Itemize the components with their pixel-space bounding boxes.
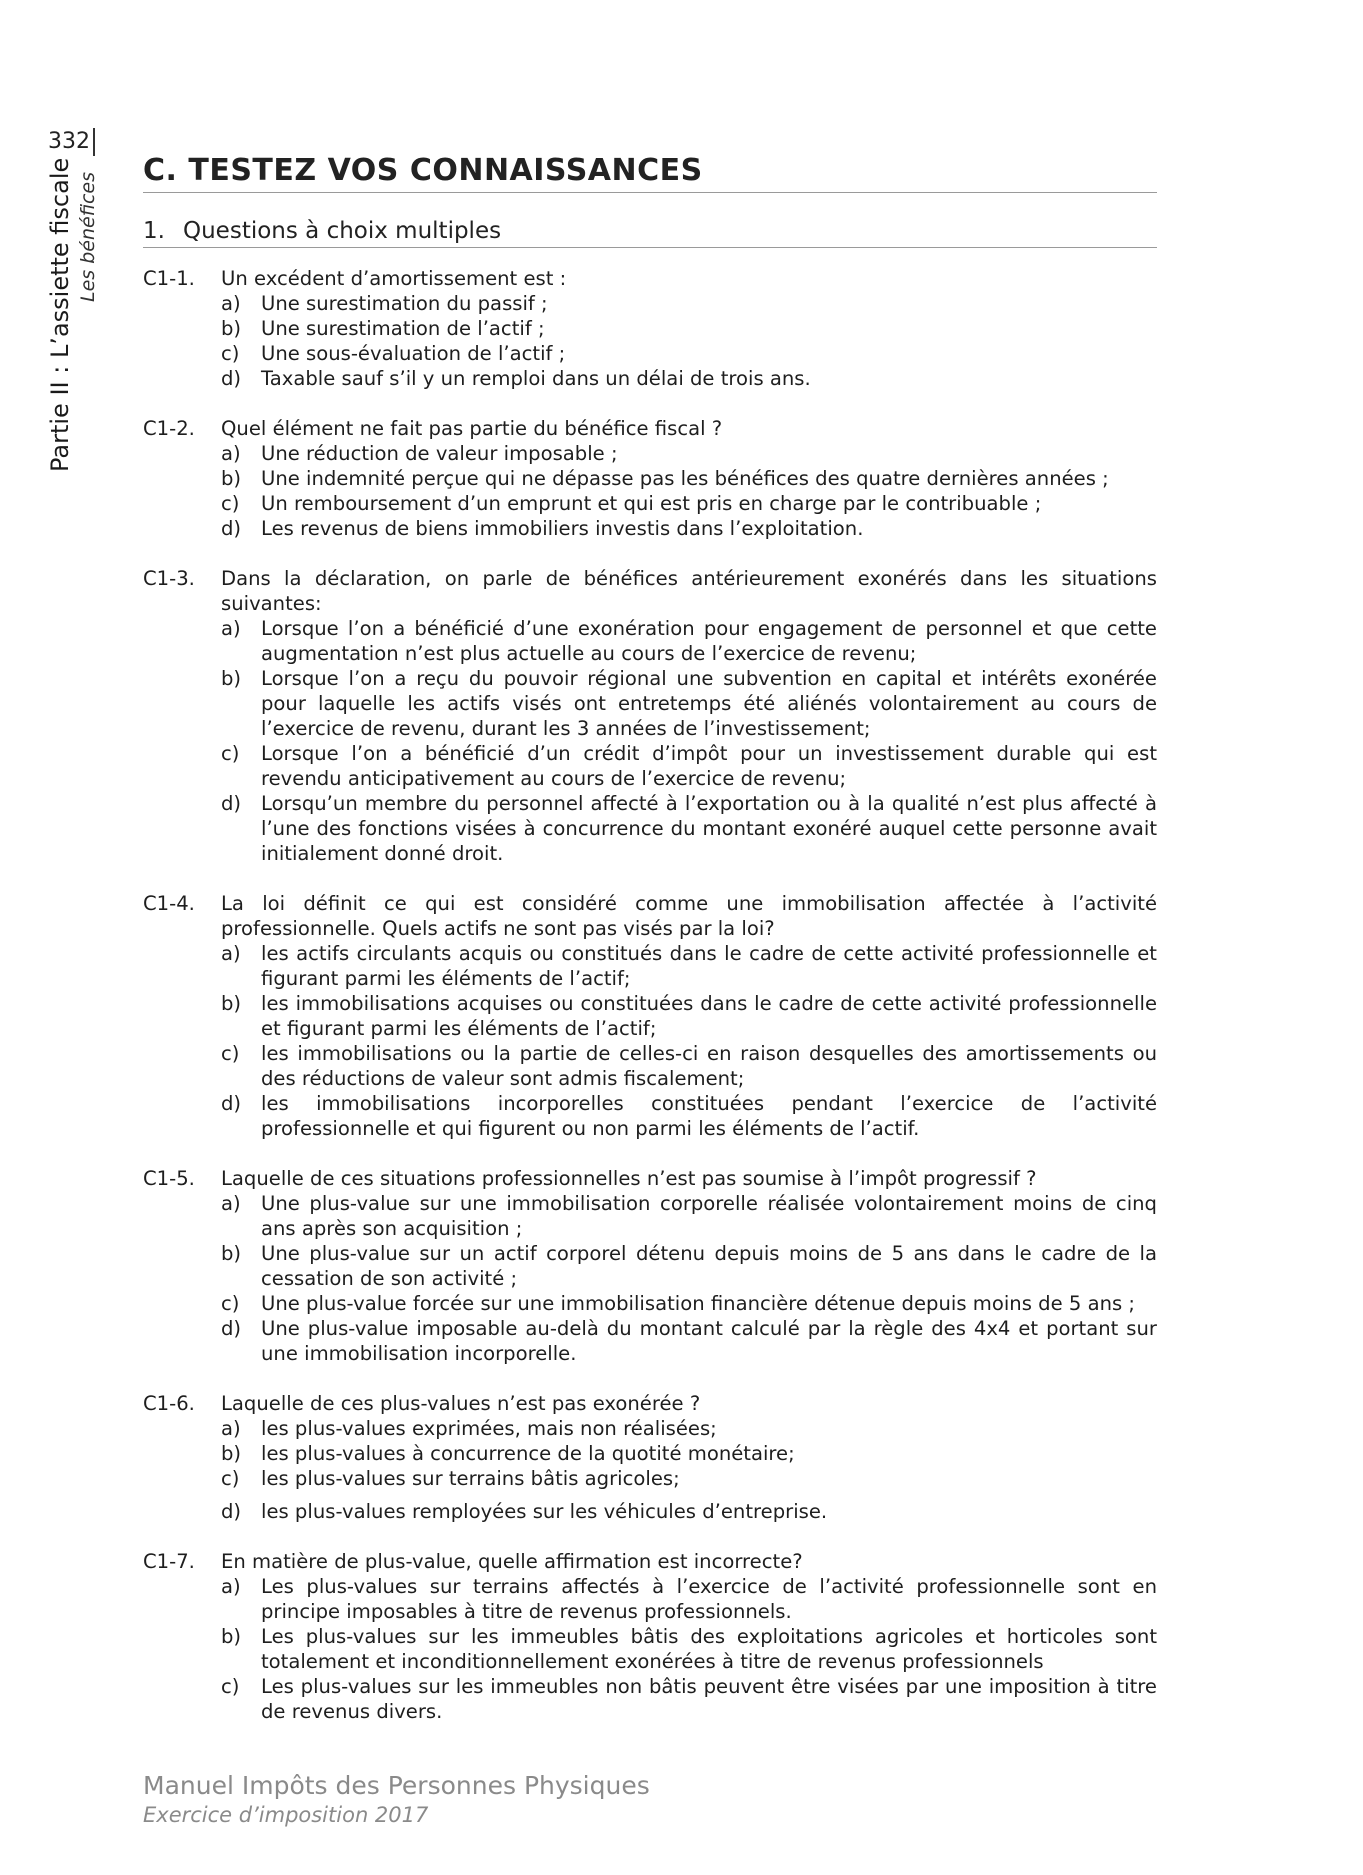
choice-text: Une indemnité perçue qui ne dépasse pas les bénéfices des quatre dernières années ; xyxy=(261,467,1109,490)
choice-item xyxy=(143,1041,1157,1091)
choice-text: les plus-values à concurrence de la quotité monétaire; xyxy=(261,1442,795,1465)
choice-text: Les plus-values sur les immeubles non bâtis peuvent être visées par une imposition à titre de revenus divers. xyxy=(261,1675,1157,1723)
choice-text: Taxable sauf s’il y un remploi dans un délai de trois ans. xyxy=(261,367,811,390)
choice-text: Lorsque l’on a bénéficié d’un crédit d’impôt pour un investissement durable qui est revendu anticipativement au cours de l’exercice de revenu; xyxy=(261,742,1157,790)
choice-item xyxy=(143,316,1157,341)
choice-text: les actifs circulants acquis ou constitués dans le cadre de cette activité professionnelle et figurant parmi les éléments de l’actif; xyxy=(261,942,1157,990)
page-number-rule xyxy=(93,128,95,156)
subsection-number: 1. xyxy=(143,218,165,244)
choice-text: Les plus-values sur les immeubles bâtis des exploitations agricoles et horticoles sont totalement et inconditionnellement exonérées à titre de revenus professionnels xyxy=(261,1625,1157,1673)
choice-letter: b) xyxy=(221,667,242,690)
choice-letter: d) xyxy=(221,1317,242,1340)
choice-text: Lorsque l’on a reçu du pouvoir régional une subvention en capital et intérêts exonérée pour laquelle les actifs visés ont entretemps été aliénés volontairement au cours de l’exercice de revenu, durant les 3 années de l’investissement; xyxy=(261,667,1157,740)
choice-text: les plus-values sur terrains bâtis agricoles; xyxy=(261,1467,680,1490)
choice-item xyxy=(143,1191,1157,1241)
question-code: C1-6. xyxy=(143,1392,195,1415)
choice-letter: d) xyxy=(221,1500,242,1523)
choice-letter: d) xyxy=(221,792,242,815)
choice-letter: b) xyxy=(221,317,242,340)
choice-letter: a) xyxy=(221,1417,241,1440)
choice-text: Lorsque l’on a bénéficié d’une exonération pour engagement de personnel et que cette augmentation n’est plus actuelle au cours de l’exercice de revenu; xyxy=(261,617,1157,665)
choice-item xyxy=(143,491,1157,516)
choice-text: Une réduction de valeur imposable ; xyxy=(261,442,618,465)
footer xyxy=(143,1770,650,1828)
choice-text: les immobilisations incorporelles constituées pendant l’exercice de l’activité professionnelle et qui figurent ou non parmi les éléments de l’actif. xyxy=(261,1092,1157,1140)
choice-item xyxy=(143,466,1157,491)
subsection-title xyxy=(143,216,1157,248)
footer-book-title: Manuel Impôts des Personnes Physiques xyxy=(143,1771,650,1800)
choice-text: les plus-values exprimées, mais non réalisées; xyxy=(261,1417,717,1440)
choice-item xyxy=(143,991,1157,1041)
choice-letter: b) xyxy=(221,1242,242,1265)
question-code: C1-5. xyxy=(143,1167,195,1190)
choice-letter: d) xyxy=(221,367,242,390)
choice-item xyxy=(143,341,1157,366)
footer-exercise-year: Exercice d’imposition 2017 xyxy=(143,1803,429,1827)
question-code: C1-4. xyxy=(143,892,195,915)
choice-text: Une plus-value sur un actif corporel détenu depuis moins de 5 ans dans le cadre de la cessation de son activité ; xyxy=(261,1242,1157,1290)
choice-text: Une surestimation du passif ; xyxy=(261,292,548,315)
question-stem xyxy=(143,566,1157,616)
choice-item xyxy=(143,291,1157,316)
choice-letter: d) xyxy=(221,517,242,540)
choice-text: les immobilisations acquises ou constituées dans le cadre de cette activité professionnelle et figurant parmi les éléments de l’actif; xyxy=(261,992,1157,1040)
choice-item xyxy=(143,941,1157,991)
choice-letter: b) xyxy=(221,992,242,1015)
choice-item xyxy=(143,516,1157,541)
page-number: 332 xyxy=(48,129,90,154)
choice-item xyxy=(143,1091,1157,1141)
question-stem xyxy=(143,1549,1157,1574)
choice-letter: c) xyxy=(221,1042,240,1065)
choice-item xyxy=(143,1241,1157,1291)
choice-letter: a) xyxy=(221,1192,241,1215)
question-item xyxy=(143,266,1157,391)
side-subtitle: Les bénéfices xyxy=(77,171,99,302)
choice-letter: c) xyxy=(221,742,240,765)
question-code: C1-7. xyxy=(143,1550,195,1573)
question-item xyxy=(143,1391,1157,1524)
choice-item xyxy=(143,1624,1157,1674)
choice-letter: c) xyxy=(221,1467,240,1490)
choice-letter: a) xyxy=(221,1575,241,1598)
choice-text: Les plus-values sur terrains affectés à l’exercice de l’activité professionnelle sont en principe imposables à titre de revenus professionnels. xyxy=(261,1575,1157,1623)
question-text: Quel élément ne fait pas partie du bénéfice fiscal ? xyxy=(221,417,723,440)
choice-text: Un remboursement d’un emprunt et qui est pris en charge par le contribuable ; xyxy=(261,492,1042,515)
question-code: C1-2. xyxy=(143,417,195,440)
choice-letter: a) xyxy=(221,942,241,965)
question-text: La loi définit ce qui est considéré comme une immobilisation affectée à l’activité professionnelle. Quels actifs ne sont pas visés par la loi? xyxy=(221,892,1157,940)
choice-item xyxy=(143,1316,1157,1366)
choice-text: Une plus-value sur une immobilisation corporelle réalisée volontairement moins de cinq ans après son acquisition ; xyxy=(261,1192,1157,1240)
question-text: Dans la déclaration, on parle de bénéfices antérieurement exonérés dans les situations suivantes: xyxy=(221,567,1157,615)
choice-item xyxy=(143,366,1157,391)
choice-item xyxy=(143,441,1157,466)
choice-text: Une sous-évaluation de l’actif ; xyxy=(261,342,566,365)
question-code: C1-3. xyxy=(143,567,195,590)
choice-letter: c) xyxy=(221,1675,240,1698)
choice-letter: a) xyxy=(221,617,241,640)
choice-text: Une surestimation de l’actif ; xyxy=(261,317,545,340)
question-text: En matière de plus-value, quelle affirmation est incorrecte? xyxy=(221,1550,803,1573)
subsection-label: Questions à choix multiples xyxy=(183,218,502,244)
side-title: Partie II : L’assiette fiscale xyxy=(46,157,74,472)
choice-item xyxy=(143,616,1157,666)
choice-item xyxy=(143,1574,1157,1624)
choice-item xyxy=(143,741,1157,791)
question-text: Laquelle de ces situations professionnelles n’est pas soumise à l’impôt progressif ? xyxy=(221,1167,1037,1190)
question-item xyxy=(143,891,1157,1141)
choice-item xyxy=(143,1466,1157,1491)
choice-letter: a) xyxy=(221,292,241,315)
choice-text: Les revenus de biens immobiliers investis dans l’exploitation. xyxy=(261,517,864,540)
choice-text: Une plus-value forcée sur une immobilisation financière détenue depuis moins de 5 ans ; xyxy=(261,1292,1136,1315)
choice-letter: d) xyxy=(221,1092,242,1115)
section-title: C. TESTEZ VOS CONNAISSANCES xyxy=(143,152,1157,193)
question-stem xyxy=(143,1166,1157,1191)
choice-item xyxy=(143,1416,1157,1441)
question-item xyxy=(143,416,1157,541)
choice-item xyxy=(143,666,1157,741)
choice-text: les plus-values remployées sur les véhicules d’entreprise. xyxy=(261,1500,828,1523)
choice-letter: c) xyxy=(221,342,240,365)
choice-letter: b) xyxy=(221,467,242,490)
question-text: Laquelle de ces plus-values n’est pas exonérée ? xyxy=(221,1392,701,1415)
question-stem xyxy=(143,416,1157,441)
choice-item xyxy=(143,1441,1157,1466)
choice-letter: a) xyxy=(221,442,241,465)
choice-letter: b) xyxy=(221,1442,242,1465)
question-item xyxy=(143,1549,1157,1724)
choice-item xyxy=(143,1499,1157,1524)
question-stem xyxy=(143,1391,1157,1416)
choice-text: Une plus-value imposable au-delà du montant calculé par la règle des 4x4 et portant sur une immobilisation incorporelle. xyxy=(261,1317,1157,1365)
question-item xyxy=(143,566,1157,866)
question-stem xyxy=(143,891,1157,941)
question-item xyxy=(143,1166,1157,1366)
choice-text: Lorsqu’un membre du personnel affecté à l’exportation ou à la qualité n’est plus affecté à l’une des fonctions visées à concurrence du montant exonéré auquel cette personne avait initialement donné droit. xyxy=(261,792,1157,865)
choice-item xyxy=(143,1674,1157,1724)
question-stem xyxy=(143,266,1157,291)
question-list xyxy=(143,266,1157,1724)
choice-letter: b) xyxy=(221,1625,242,1648)
question-code: C1-1. xyxy=(143,267,195,290)
main-content xyxy=(143,152,1157,1749)
choice-item xyxy=(143,1291,1157,1316)
choice-letter: c) xyxy=(221,492,240,515)
choice-item xyxy=(143,791,1157,866)
choice-text: les immobilisations ou la partie de celles-ci en raison desquelles des amortissements ou des réductions de valeur sont admis fiscalement; xyxy=(261,1042,1157,1090)
question-text: Un excédent d’amortissement est : xyxy=(221,267,567,290)
choice-letter: c) xyxy=(221,1292,240,1315)
